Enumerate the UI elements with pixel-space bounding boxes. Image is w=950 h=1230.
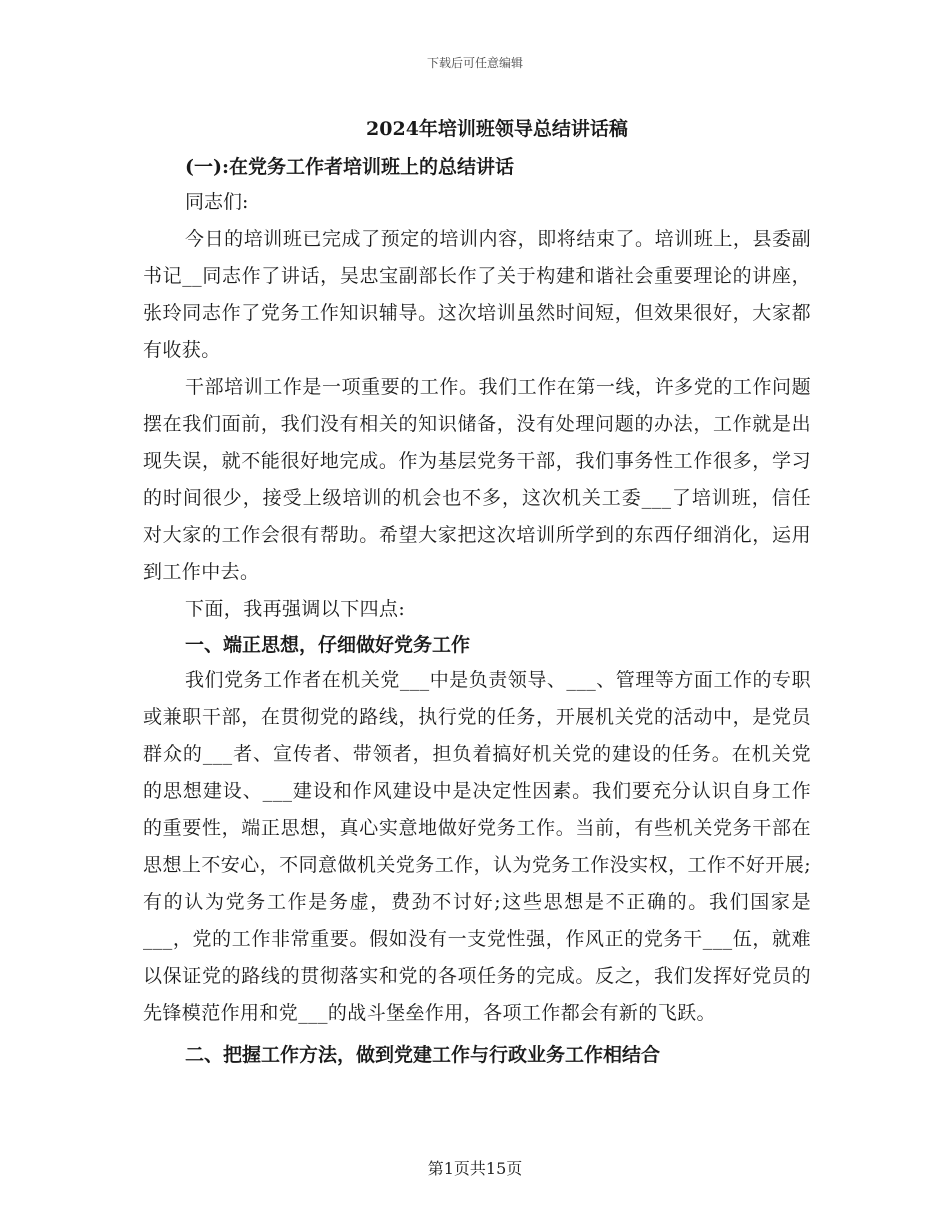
paragraph-points: 下面，我再强调以下四点: [185, 598, 406, 620]
document-body [143, 112, 811, 1072]
document-title: 2024年培训班领导总结讲话稿 [366, 118, 628, 140]
paragraph-intro: 今日的培训班已完成了预定的培训内容，即将结束了。培训班上，县委副书记__同志作了讲话，吴忠宝副部长作了关于构建和谐社会重要理论的讲座，张玲同志作了党务工作知识辅导。这次培训虽然时间短，但效果很好，大家都有收获。 [143, 228, 811, 361]
paragraph-training: 干部培训工作是一项重要的工作。我们工作在第一线，许多党的工作问题摆在我们面前，我们没有相关的知识储备，没有处理问题的办法，工作就是出现失误，就不能很好地完成。作为基层党务干部，我们事务性工作很多，学习的时间很少，接受上级培训的机会也不多，这次机关工委___了培训班，信任对大家的工作会很有帮助。希望大家把这次培训所学到的东西仔细消化，运用到工作中去。 [143, 376, 811, 583]
header-note: 下载后可任意编辑 [426, 56, 523, 70]
section-2-heading: 二、把握工作方法，做到党建工作与行政业务工作相结合 [185, 1044, 661, 1066]
salutation: 同志们: [185, 191, 249, 213]
page-number: 第1页共15页 [427, 1159, 523, 1178]
section-1-paragraph: 我们党务工作者在机关党___中是负责领导、___、管理等方面工作的专职或兼职干部，在贯彻党的路线，执行党的任务，开展机关党的活动中，是党员群众的___者、宣传者、带领者，担负着搞好机关党的建设的任务。在机关党的思想建设、___建设和作风建设中是决定性因素。我们要充分认识自身工作的重要性，端正思想，真心实意地做好党务工作。当前，有些机关党务干部在思想上不安心，不同意做机关党务工作，认为党务工作没实权，工作不好开展;有的认为党务工作是务虚，费劲不讨好;这些思想是不正确的。我们国家是___，党的工作非常重要。假如没有一支党性强，作风正的党务干___伍，就难以保证党的路线的贯彻落实和党的各项任务的完成。反之，我们发挥好党员的先锋模范作用和党___的战斗堡垒作用，各项工作都会有新的飞跃。 [143, 669, 811, 1024]
section-1-heading: 一、端正思想，仔细做好党务工作 [185, 634, 471, 656]
speech-subtitle: (一):在党务工作者培训班上的总结讲话 [185, 156, 514, 178]
